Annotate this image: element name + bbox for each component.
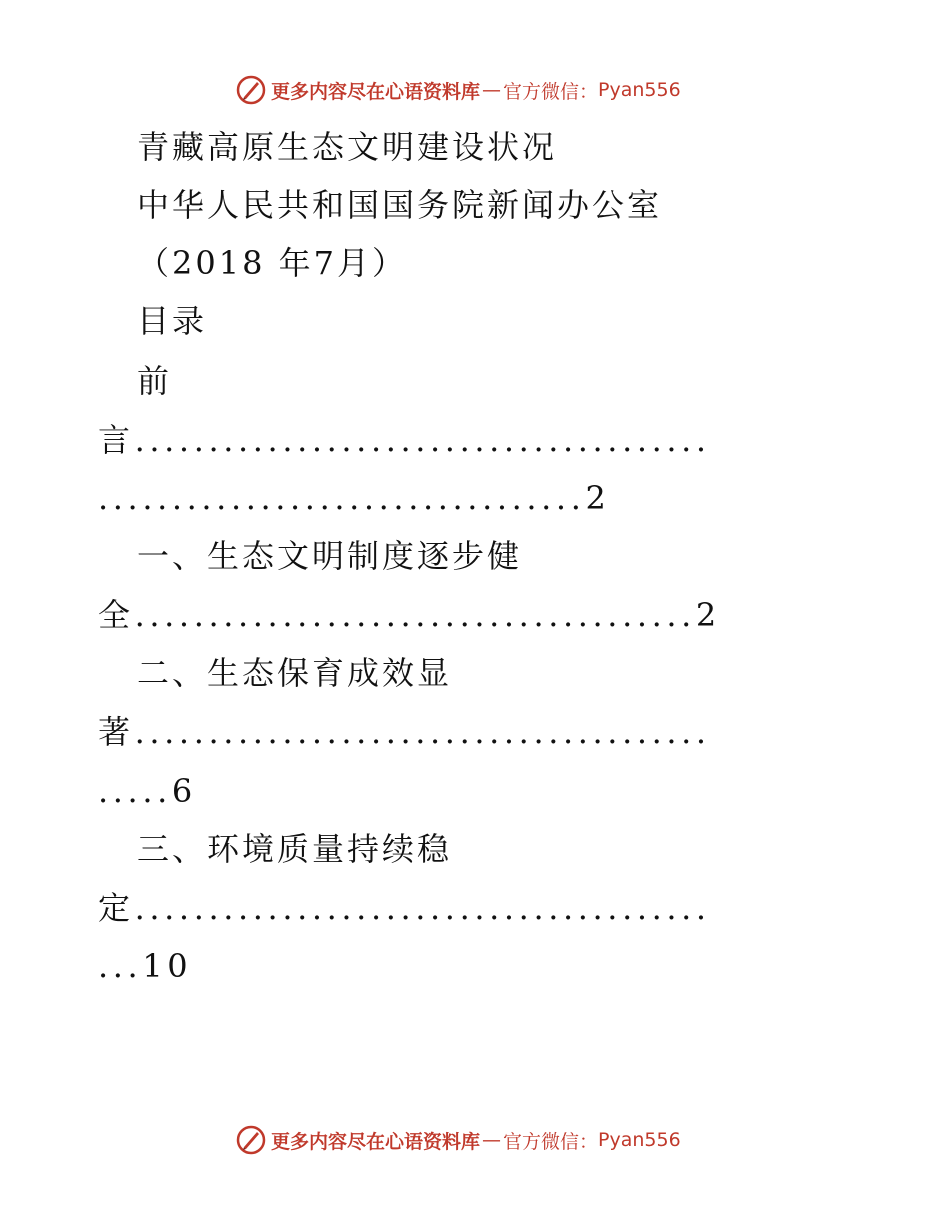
watermark-wechat-id: Pyan556 [598, 1129, 681, 1151]
toc-line: 全......................................2 [98, 596, 721, 634]
watermark-text: 更多内容尽在心语资料库 [271, 80, 481, 103]
toc-line: ...10 [98, 947, 193, 985]
watermark-wechat-label: 官方微信： [503, 80, 599, 103]
document-date: （2018 年7月） [137, 244, 407, 282]
watermark-wechat-id: Pyan556 [598, 79, 681, 101]
toc-line: 一、生态文明制度逐步健 [137, 537, 523, 575]
toc-line: 定....................................... [98, 889, 711, 927]
toc-line: 言....................................... [98, 421, 711, 459]
quill-logo-icon [235, 1124, 267, 1156]
watermark-separator: — [482, 79, 502, 101]
watermark-footer [235, 1123, 755, 1157]
toc-line: 前 [137, 362, 173, 400]
toc-heading: 目录 [137, 302, 208, 340]
document-title: 青藏高原生态文明建设状况 [137, 128, 558, 166]
toc-line: 著....................................... [98, 713, 711, 751]
toc-line: 三、环境质量持续稳 [137, 830, 453, 868]
toc-line: .....6 [98, 772, 197, 810]
toc-line: 二、生态保育成效显 [137, 654, 453, 692]
document-issuer: 中华人民共和国国务院新闻办公室 [137, 186, 663, 224]
watermark-text: 更多内容尽在心语资料库 [271, 1130, 481, 1153]
watermark-separator: — [482, 1129, 502, 1151]
toc-line: .................................2 [98, 479, 611, 517]
quill-logo-icon [235, 74, 267, 106]
watermark-wechat-label: 官方微信： [503, 1130, 599, 1153]
watermark-header [235, 73, 755, 107]
